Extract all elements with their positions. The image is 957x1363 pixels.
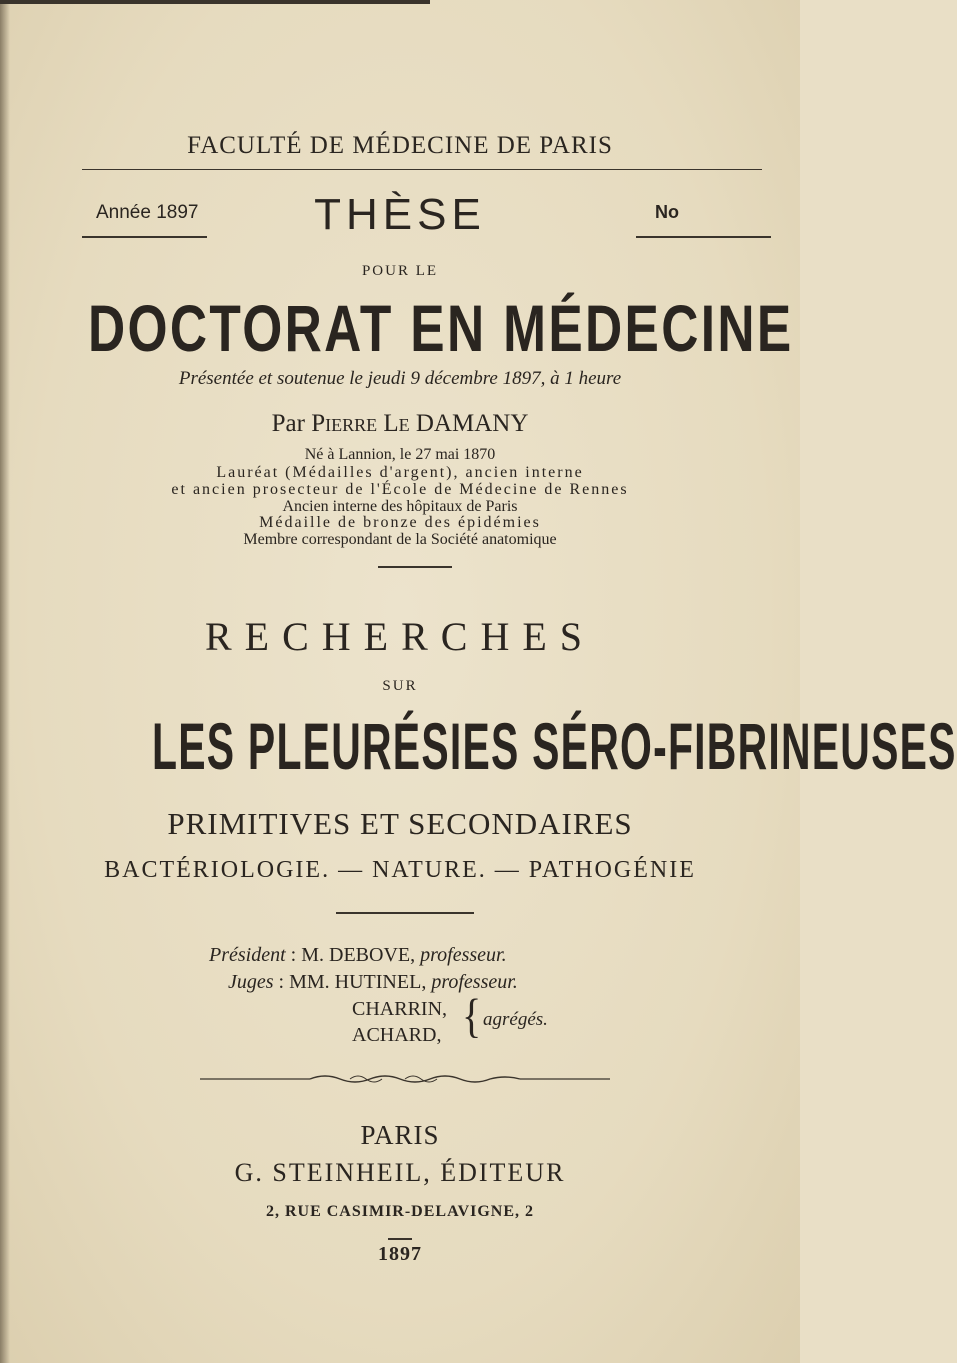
agrege-name: CHARRIN, <box>352 998 448 1020</box>
author-bio-line: Médaille de bronze des épidémies <box>259 514 541 531</box>
agrege-name: ACHARD, <box>352 1024 442 1046</box>
president-role: professeur. <box>420 944 507 966</box>
jury-president <box>209 944 507 967</box>
brace-symbol: { <box>462 988 482 1043</box>
subtitle-primitives: PRIMITIVES ET SECONDAIRES <box>167 806 633 841</box>
author-bio-line: et ancien prosecteur de l'École de Médecine de Rennes <box>171 481 629 498</box>
author-line: Par Pierre Le DAMANY <box>271 410 529 437</box>
faculty-name: FACULTÉ DE MÉDECINE DE PARIS <box>187 132 613 159</box>
author-bio-line: Né à Lannion, le 27 mai 1870 <box>304 446 496 463</box>
defense-date-line: Présentée et soutenue le jeudi 9 décembre 1897, à 1 heure <box>178 368 622 389</box>
number-label: No <box>655 202 679 222</box>
author-name: Pierre Le <box>311 410 410 437</box>
imprint-city: PARIS <box>360 1120 440 1150</box>
author-bio-line: Ancien interne des hôpitaux de Paris <box>282 498 518 515</box>
doctorat-heading: DOCTORAT EN MÉDECINE <box>88 291 794 365</box>
judge-name: HUTINEL, <box>334 971 432 993</box>
year-divider <box>388 1238 412 1240</box>
these-heading: THÈSE <box>314 190 486 239</box>
author-bio-line: Membre correspondant de la Société anatomique <box>243 531 557 548</box>
ornamental-rule <box>200 1071 610 1087</box>
section-divider <box>378 566 452 568</box>
top-border-rule <box>0 0 430 4</box>
recherches-heading: RECHERCHES <box>204 614 596 659</box>
section-divider <box>336 912 474 914</box>
year-label: Année 1897 <box>96 202 199 223</box>
sur-text: SUR <box>382 678 418 694</box>
publisher-name: G. STEINHEIL, ÉDITEUR <box>234 1158 566 1187</box>
author-bio-line: Lauréat (Médailles d'argent), ancien interne <box>216 464 584 481</box>
president-name: DEBOVE, <box>329 944 421 966</box>
agreges-role: agrégés. <box>483 1009 548 1030</box>
faculty-underline <box>82 169 762 170</box>
publisher-address: 2, RUE CASIMIR-DELAVIGNE, 2 <box>265 1203 535 1220</box>
jury-separator: : MM. <box>273 971 335 993</box>
number-underline <box>636 236 771 238</box>
pour-le-text: POUR LE <box>361 263 439 279</box>
main-subject-heading: LES PLEURÉSIES SÉRO-FIBRINEUSES <box>152 709 957 783</box>
president-label: Président <box>209 944 286 966</box>
publication-year: 1897 <box>378 1243 422 1265</box>
judge-role: professeur. <box>431 971 518 993</box>
jury-separator: : M. <box>285 944 329 966</box>
subtitle-bacteriologie: BACTÉRIOLOGIE. — NATURE. — PATHOGÉNIE <box>104 857 696 883</box>
juges-label: Juges <box>228 971 274 993</box>
